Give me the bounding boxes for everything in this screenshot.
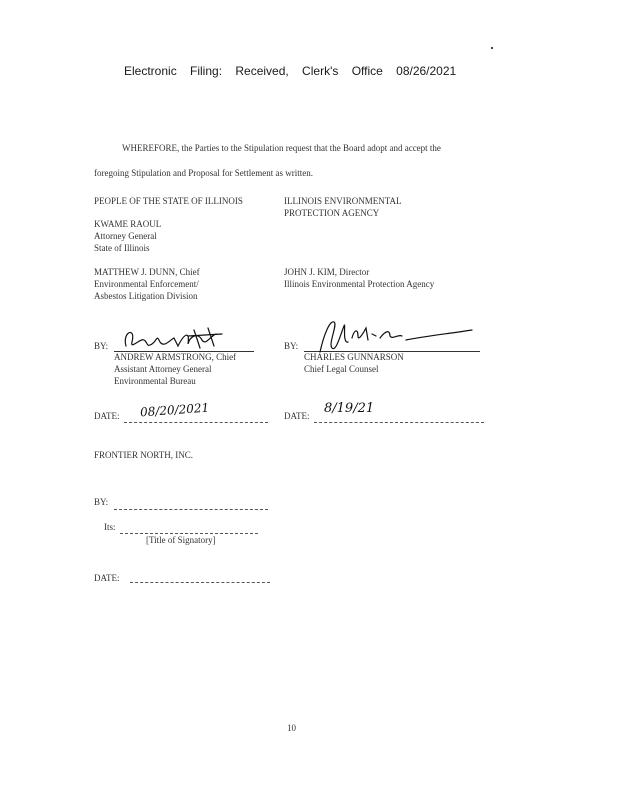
director-organization: Illinois Environmental Protection Agency xyxy=(284,279,435,289)
left-signature-image xyxy=(118,322,250,354)
frontier-by-label: BY: xyxy=(94,497,109,507)
left-signer-title-1: Assistant Attorney General xyxy=(114,364,212,374)
right-signer-title: Chief Legal Counsel xyxy=(304,364,379,374)
wherefore-line-2: foregoing Stipulation and Proposal for Settlement as written. xyxy=(94,168,313,178)
right-party-line-2: PROTECTION AGENCY xyxy=(284,208,380,218)
division-chief-name: MATTHEW J. DUNN, Chief xyxy=(94,267,200,277)
filing-stamp: Electronic Filing: Received, Clerk's Office 08/26/2021 xyxy=(124,64,457,78)
scan-speck xyxy=(491,47,493,49)
left-by-label: BY: xyxy=(94,341,109,351)
frontier-signature-line xyxy=(114,509,268,510)
right-date-line xyxy=(314,422,484,423)
left-date-line xyxy=(124,422,268,423)
page-number: 10 xyxy=(287,723,296,733)
left-signer-block xyxy=(114,351,236,387)
right-signer-name: CHARLES GUNNARSON xyxy=(304,352,404,362)
right-signature-image xyxy=(306,314,478,356)
attorney-general-block xyxy=(94,218,161,254)
frontier-party-name: FRONTIER NORTH, INC. xyxy=(94,450,193,460)
frontier-its-line xyxy=(120,533,258,534)
attorney-general-state: State of Illinois xyxy=(94,243,150,253)
frontier-date-line xyxy=(130,582,270,583)
left-date-handwritten: 08/20/2021 xyxy=(139,400,210,420)
director-name: JOHN J. KIM, Director xyxy=(284,267,370,277)
right-by-label: BY: xyxy=(284,341,299,351)
wherefore-line-1: WHEREFORE, the Parties to the Stipulation request that the Board adopt and accept the xyxy=(122,143,441,153)
left-party-name: PEOPLE OF THE STATE OF ILLINOIS xyxy=(94,196,243,206)
division-chief-division-1: Environmental Enforcement/ xyxy=(94,279,199,289)
left-signer-title-2: Environmental Bureau xyxy=(114,376,196,386)
director-block xyxy=(284,266,434,290)
frontier-date-label: DATE: xyxy=(94,573,120,583)
attorney-general-name: KWAME RAOUL xyxy=(94,219,162,229)
frontier-its-label: Its: xyxy=(104,522,116,532)
right-date-label: DATE: xyxy=(284,411,310,421)
division-chief-block xyxy=(94,266,200,302)
right-date-handwritten: 8/19/21 xyxy=(324,401,375,416)
right-signer-block xyxy=(304,351,404,375)
left-date-label: DATE: xyxy=(94,411,120,421)
frontier-title-hint: [Title of Signatory] xyxy=(146,535,216,545)
division-chief-division-2: Asbestos Litigation Division xyxy=(94,291,198,301)
right-party-block xyxy=(284,195,402,219)
left-signer-name: ANDREW ARMSTRONG, Chief xyxy=(114,352,237,362)
attorney-general-title: Attorney General xyxy=(94,231,157,241)
right-party-line-1: ILLINOIS ENVIRONMENTAL xyxy=(284,196,402,206)
